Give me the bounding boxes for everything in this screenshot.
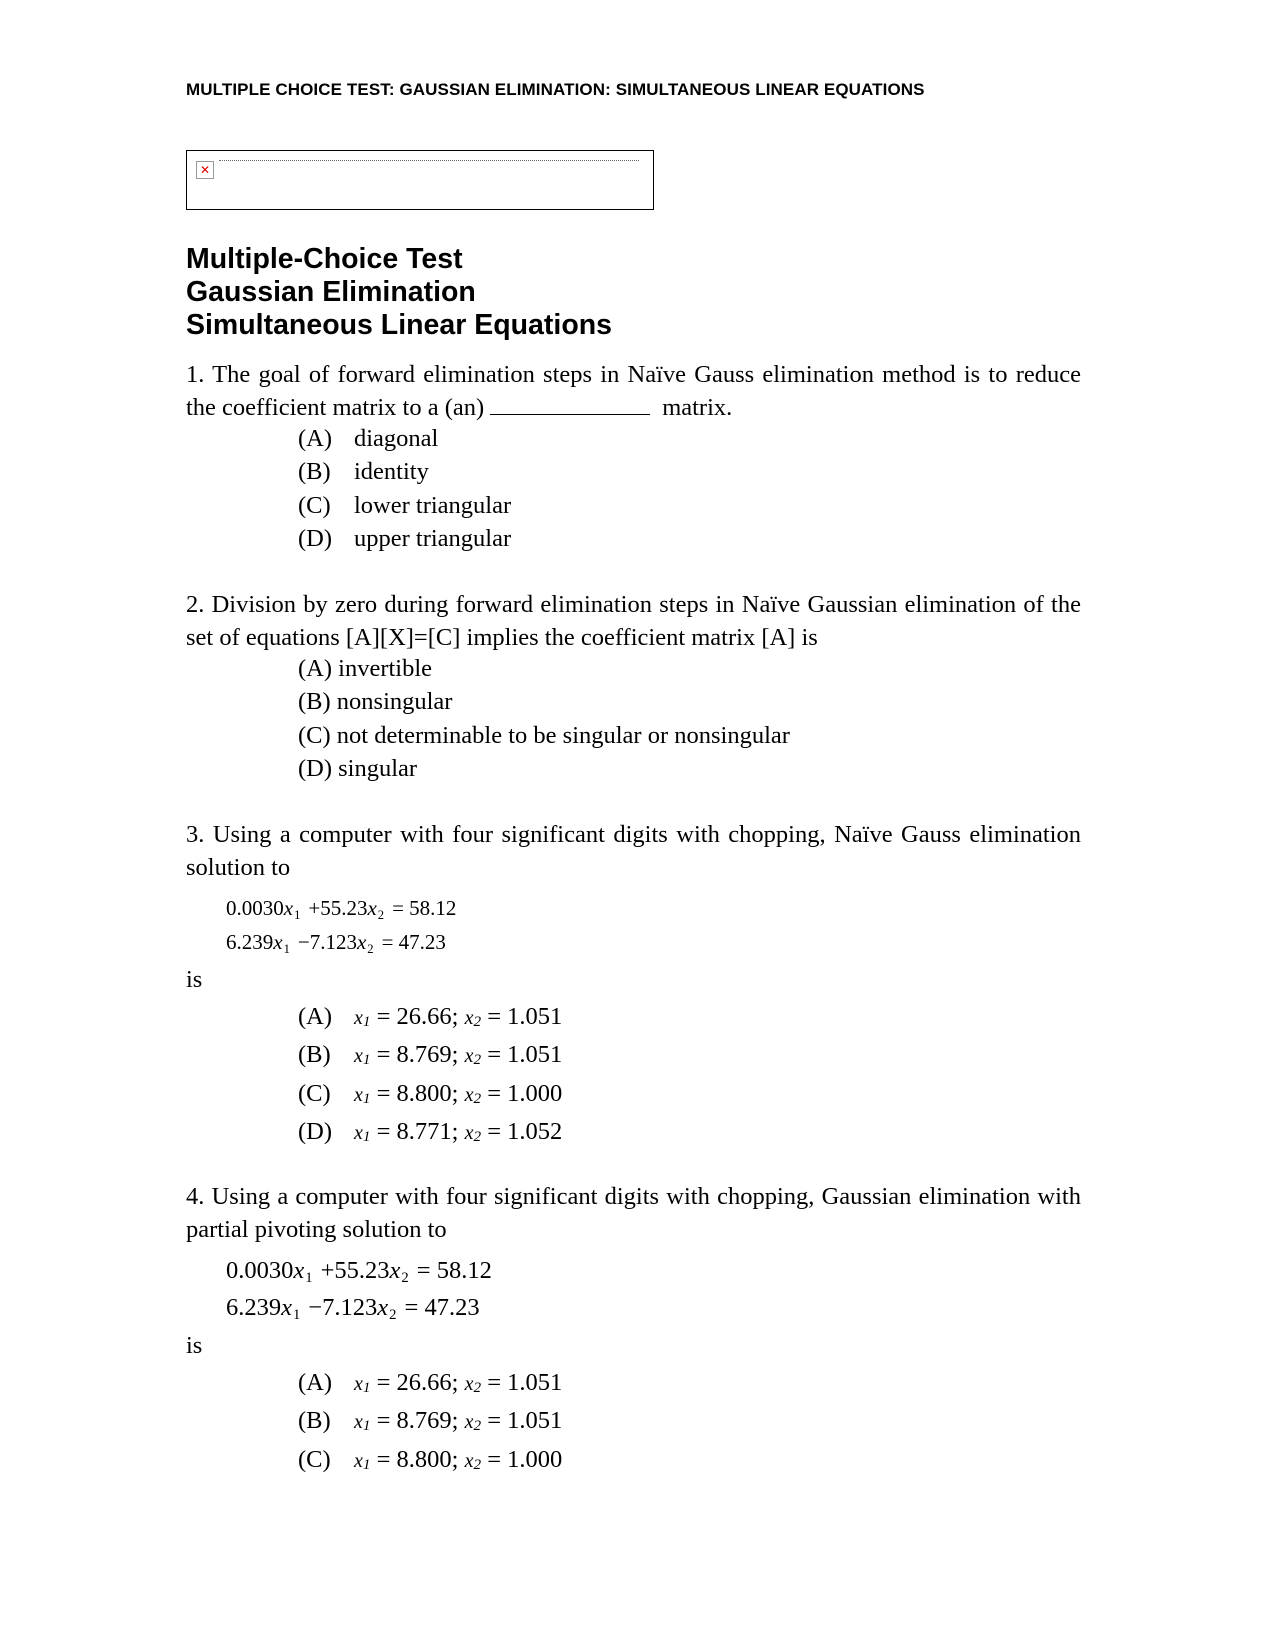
option-letter: (B) bbox=[298, 1041, 331, 1069]
question-4-line-1: 4. Using a computer with four significant digits with chopping, Gaussian elimination with bbox=[186, 1183, 1081, 1210]
question-3-line-2: solution to bbox=[186, 854, 291, 881]
subscript: 1 bbox=[362, 1089, 371, 1107]
subscript: 1 bbox=[294, 908, 301, 922]
subscript: 2 bbox=[377, 908, 385, 922]
subscript: 2 bbox=[473, 1379, 482, 1396]
x1-value: = 26.66; bbox=[376, 1369, 459, 1396]
coefficient: 55.23 bbox=[334, 1257, 390, 1284]
operator: − bbox=[308, 1294, 323, 1321]
subscript: 1 bbox=[362, 1127, 371, 1145]
question-2 bbox=[186, 588, 1081, 654]
option-a bbox=[298, 1366, 562, 1404]
option-d bbox=[298, 1115, 562, 1153]
subscript: 2 bbox=[473, 1417, 482, 1435]
option-letter: (C) bbox=[298, 491, 331, 519]
option-letter: (A) bbox=[298, 1369, 333, 1396]
question-4 bbox=[186, 1180, 1081, 1246]
coefficient: 0.0030 bbox=[226, 1257, 294, 1284]
x2-value: = 1.051 bbox=[487, 1041, 563, 1069]
variable: x bbox=[354, 1007, 363, 1029]
variable: x bbox=[356, 930, 367, 954]
coefficient: 55.23 bbox=[320, 896, 368, 920]
q3-equation-1 bbox=[226, 896, 456, 923]
subscript: 2 bbox=[473, 1013, 482, 1030]
operator: − bbox=[297, 930, 310, 954]
variable: x bbox=[354, 1373, 363, 1395]
x1-value: = 8.769; bbox=[376, 1041, 459, 1069]
x1-value: = 8.769; bbox=[376, 1407, 459, 1435]
variable: x bbox=[283, 896, 294, 920]
right-hand-side: = 58.12 bbox=[416, 1257, 492, 1284]
variable: x bbox=[354, 1083, 363, 1106]
title-line-3: Simultaneous Linear Equations bbox=[186, 309, 612, 341]
option-text: identity bbox=[354, 458, 429, 486]
option-d: (D) singular bbox=[298, 754, 418, 782]
x1-value: = 8.771; bbox=[376, 1117, 459, 1145]
subscript: 2 bbox=[389, 1307, 397, 1323]
subscript: 1 bbox=[362, 1379, 371, 1396]
coefficient: 6.239 bbox=[226, 1294, 282, 1321]
q4-is-label: is bbox=[186, 1332, 203, 1359]
subscript: 2 bbox=[473, 1455, 482, 1473]
coefficient: 7.123 bbox=[309, 930, 357, 954]
option-letter: (B) bbox=[298, 1407, 331, 1435]
coefficient: 0.0030 bbox=[226, 896, 284, 920]
operator: + bbox=[320, 1257, 335, 1284]
option-b: (B) nonsingular bbox=[298, 688, 453, 716]
question-2-options bbox=[298, 652, 790, 785]
x1-value: = 8.800; bbox=[376, 1445, 459, 1473]
coefficient: 6.239 bbox=[226, 930, 274, 954]
subscript: 1 bbox=[305, 1270, 313, 1286]
subscript: 1 bbox=[293, 1307, 301, 1323]
option-letter: (A) bbox=[298, 1003, 333, 1030]
variable: x bbox=[354, 1449, 363, 1472]
variable: x bbox=[464, 1373, 474, 1395]
q4-equation-1 bbox=[226, 1257, 492, 1287]
option-text: upper triangular bbox=[354, 524, 512, 552]
q3-equation-2 bbox=[226, 930, 446, 957]
option-text: lower triangular bbox=[354, 491, 512, 519]
variable: x bbox=[273, 930, 283, 954]
x1-value: = 8.800; bbox=[376, 1079, 459, 1107]
x2-value: = 1.051 bbox=[487, 1407, 563, 1435]
question-1-options bbox=[298, 422, 511, 555]
document-title bbox=[186, 243, 612, 342]
title-line-2: Gaussian Elimination bbox=[186, 276, 476, 308]
variable: x bbox=[464, 1007, 474, 1029]
x2-value: = 1.051 bbox=[487, 1369, 563, 1396]
x2-value: = 1.052 bbox=[487, 1117, 563, 1145]
variable: x bbox=[293, 1257, 305, 1284]
option-c: (C) not determinable to be singular or nonsingular bbox=[298, 721, 790, 749]
option-b bbox=[298, 455, 511, 488]
option-a bbox=[298, 1000, 562, 1038]
subscript: 1 bbox=[362, 1051, 371, 1069]
option-letter: (C) bbox=[298, 1079, 331, 1107]
subscript: 1 bbox=[362, 1013, 371, 1030]
option-c bbox=[298, 1443, 562, 1481]
variable: x bbox=[367, 896, 377, 920]
answer-blank bbox=[490, 392, 650, 415]
subscript: 2 bbox=[473, 1089, 482, 1107]
right-hand-side: = 47.23 bbox=[404, 1294, 480, 1321]
option-letter: (A) bbox=[298, 425, 333, 452]
x2-value: = 1.000 bbox=[487, 1079, 563, 1107]
option-letter: (D) bbox=[298, 1117, 333, 1145]
option-a bbox=[298, 422, 511, 455]
title-line-1: Multiple-Choice Test bbox=[186, 243, 463, 275]
option-letter: (B) bbox=[298, 458, 331, 486]
variable: x bbox=[354, 1411, 363, 1434]
variable: x bbox=[464, 1449, 474, 1472]
option-c bbox=[298, 1077, 562, 1115]
tiny-caption-line bbox=[219, 160, 639, 163]
variable: x bbox=[281, 1294, 292, 1321]
question-1-text-before-blank: the coefficient matrix to a (an) bbox=[186, 394, 485, 421]
subscript: 2 bbox=[401, 1270, 409, 1286]
option-b bbox=[298, 1038, 562, 1076]
variable: x bbox=[354, 1121, 363, 1144]
question-1-line-2 bbox=[186, 391, 1081, 424]
option-letter: (C) bbox=[298, 1445, 331, 1473]
q4-equation-2 bbox=[226, 1294, 480, 1324]
variable: x bbox=[464, 1411, 474, 1434]
question-3-options bbox=[298, 1000, 562, 1153]
operator: + bbox=[308, 896, 321, 920]
subscript: 1 bbox=[362, 1455, 371, 1473]
x1-value: = 26.66; bbox=[376, 1003, 459, 1030]
right-hand-side: = 47.23 bbox=[381, 930, 446, 954]
variable: x bbox=[389, 1257, 401, 1284]
q3-is-label: is bbox=[186, 966, 203, 993]
question-2-line-2: set of equations [A][X]=[C] implies the coefficient matrix [A] is bbox=[186, 624, 818, 651]
subscript: 2 bbox=[473, 1051, 482, 1069]
coefficient: 7.123 bbox=[322, 1294, 378, 1321]
subscript: 2 bbox=[367, 942, 374, 956]
right-hand-side: = 58.12 bbox=[392, 896, 457, 920]
question-4-line-2: partial pivoting solution to bbox=[186, 1216, 447, 1243]
option-a: (A) invertible bbox=[298, 655, 433, 682]
broken-image-icon: ✕ bbox=[196, 161, 214, 179]
option-d bbox=[298, 522, 511, 555]
question-2-line-1: 2. Division by zero during forward elimination steps in Naïve Gaussian elimination of the bbox=[186, 591, 1081, 618]
option-b bbox=[298, 1404, 562, 1442]
question-1-line-1: 1. The goal of forward elimination steps in Naïve Gauss elimination method is to reduce bbox=[186, 361, 1081, 388]
question-3 bbox=[186, 818, 1081, 884]
question-3-line-1: 3. Using a computer with four significant digits with chopping, Naïve Gauss elimination bbox=[186, 821, 1081, 848]
x2-value: = 1.000 bbox=[487, 1445, 563, 1473]
question-1 bbox=[186, 358, 1081, 424]
subscript: 1 bbox=[362, 1417, 371, 1435]
option-letter: (D) bbox=[298, 524, 333, 552]
x2-value: = 1.051 bbox=[487, 1003, 563, 1030]
variable: x bbox=[354, 1045, 363, 1068]
question-4-options bbox=[298, 1366, 562, 1481]
subscript: 1 bbox=[283, 942, 290, 956]
option-text: diagonal bbox=[354, 425, 439, 452]
variable: x bbox=[377, 1294, 389, 1321]
variable: x bbox=[464, 1083, 474, 1106]
question-1-text-after-blank: matrix. bbox=[662, 394, 733, 421]
broken-image-placeholder bbox=[186, 150, 654, 210]
variable: x bbox=[464, 1121, 474, 1144]
variable: x bbox=[464, 1045, 474, 1068]
subscript: 2 bbox=[473, 1127, 482, 1145]
option-c bbox=[298, 489, 511, 522]
page-header: MULTIPLE CHOICE TEST: GAUSSIAN ELIMINATION: SIMULTANEOUS LINEAR EQUATIONS bbox=[186, 80, 925, 99]
